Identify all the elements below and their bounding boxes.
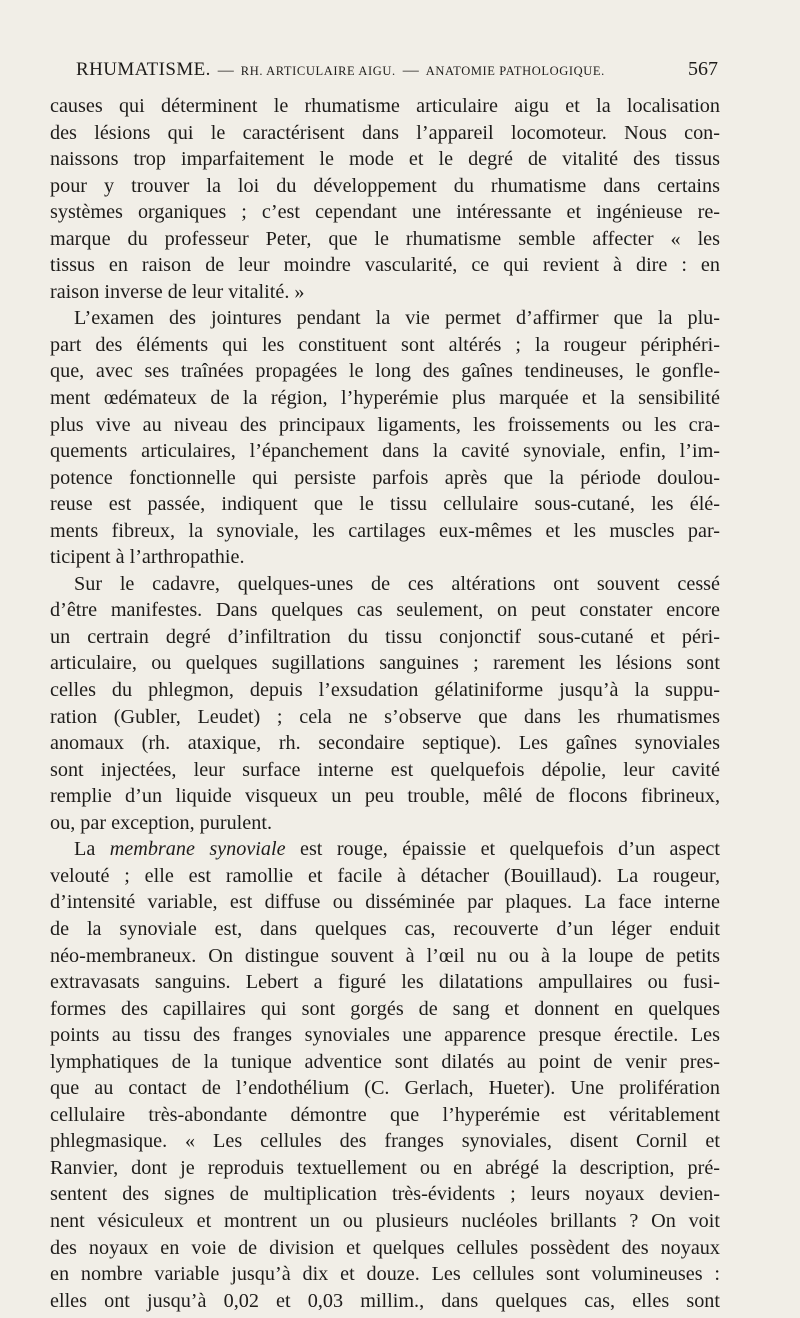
emphasis-term: membrane synoviale	[109, 838, 286, 861]
text-line: systèmes organiques ; c’est cependant une intéressante et ingénieuse re-	[50, 201, 720, 224]
text-line: d’intensité variable, est diffuse ou disséminée par plaques. La face interne	[50, 891, 720, 914]
text-line: points au tissu des franges synoviales une apparence presque érectile. Les	[50, 1024, 720, 1047]
paragraph	[50, 93, 720, 305]
lead-text-rest: est rouge, épaissie et quelquefois d’un aspect	[285, 838, 720, 861]
text-line: elles ont jusqu’à 0,02 et 0,03 millim., dans quelques cas, elles sont	[50, 1289, 720, 1312]
running-header-left	[76, 59, 605, 81]
text-line: L’examen des jointures pendant la vie permet d’affirmer que la plu-	[74, 307, 720, 330]
page-number: 567	[688, 58, 718, 80]
text-line: phlegmasique. « Les cellules des franges synoviales, disent Cornil et	[50, 1130, 720, 1153]
text-line: des lésions qui le caractérisent dans l’appareil locomoteur. Nous con-	[50, 121, 720, 144]
text-line: cellulaire très-abondante démontre que l’hyperémie est véritablement	[50, 1103, 720, 1126]
text-line: remplie d’un liquide visqueux un peu trouble, mêlé de flocons fibrineux,	[50, 785, 720, 808]
paragraph	[50, 571, 720, 836]
text-line: anomaux (rh. ataxique, rh. secondaire septique). Les gaînes synoviales	[50, 732, 720, 755]
text-line: en nombre variable jusqu’à dix et douze. Les cellules sont volumineuses :	[50, 1263, 720, 1286]
text-line: Sur le cadavre, quelques-unes de ces altérations ont souvent cessé	[74, 572, 720, 595]
text-line: reuse est passée, indiquent que le tissu cellulaire sous-cutané, les élé-	[50, 493, 720, 516]
header-dash: —	[217, 62, 234, 79]
header-dash: —	[402, 62, 419, 79]
text-line: de la synoviale est, dans quelques cas, recouverte d’un léger enduit	[50, 917, 720, 940]
text-line: tissus en raison de leur moindre vascularité, ce qui revient à dire : en	[50, 254, 720, 277]
text-line: d’être manifestes. Dans quelques cas seulement, on peut constater encore	[50, 599, 720, 622]
text-line: potence fonctionnelle qui persiste parfois après que la période doulou-	[50, 466, 720, 489]
text-line: extravasats sanguins. Lebert a figuré les dilatations ampullaires ou fusi-	[50, 971, 720, 994]
text-line: naissons trop imparfaitement le mode et le degré de vitalité des tissus	[50, 148, 720, 171]
text-line: que, avec ses traînées propagées le long des gaînes tendineuses, le gonfle-	[50, 360, 720, 383]
body-text	[50, 93, 720, 1314]
text-line: sont injectées, leur surface interne est quelquefois dépolie, leur cavité	[50, 758, 720, 781]
text-line: ment œdémateux de la région, l’hyperémie plus marquée et la sensibilité	[50, 387, 720, 410]
running-title: RHUMATISME.	[76, 59, 211, 80]
text-line: articulaire, ou quelques sugillations sanguines ; rarement les lésions sont	[50, 652, 720, 675]
text-line: part des éléments qui les constituent sont altérés ; la rougeur périphéri-	[50, 333, 720, 356]
text-line: quements articulaires, l’épanchement dans la cavité synoviale, enfin, l’im-	[50, 440, 720, 463]
running-subtitle: RH. ARTICULAIRE AIGU.	[240, 64, 396, 78]
text-line: des noyaux en voie de division et quelques cellules possèdent des noyaux	[50, 1236, 720, 1259]
text-line: velouté ; elle est ramollie et facile à détacher (Bouillaud). La rougeur,	[50, 864, 720, 887]
text-line: ments fibreux, la synoviale, les cartilages eux-mêmes et les muscles par-	[50, 519, 720, 542]
text-line: causes qui déterminent le rhumatisme articulaire aigu et la localisation	[50, 95, 720, 117]
paragraph	[50, 836, 720, 1314]
text-line: ticipent à l’arthropathie.	[50, 546, 245, 569]
text-line: ration (Gubler, Leudet) ; cela ne s’observe que dans les rhumatismes	[50, 705, 720, 728]
text-line: marque du professeur Peter, que le rhumatisme semble affecter « les	[50, 227, 720, 250]
lead-text: La	[74, 838, 110, 861]
paragraph	[50, 305, 720, 570]
text-line: néo-membraneux. On distingue souvent à l’œil nu ou à la loupe de petits	[50, 944, 720, 967]
text-line: que au contact de l’endothélium (C. Gerlach, Hueter). Une prolifération	[50, 1077, 720, 1100]
text-line: ou, par exception, purulent.	[50, 811, 272, 834]
text-line: plus vive au niveau des principaux ligaments, les froissements ou les cra-	[50, 413, 720, 436]
text-line: raison inverse de leur vitalité. »	[50, 280, 305, 303]
text-line: Ranvier, dont je reproduis textuellement ou en abrégé la description, pré-	[50, 1156, 720, 1179]
text-line: un certrain degré d’infiltration du tissu conjonctif sous-cutané et péri-	[50, 625, 720, 648]
text-line: nent vésiculeux et montrent un ou plusieurs nucléoles brillants ? On voit	[50, 1209, 720, 1232]
text-line: sentent des signes de multiplication très-évidents ; leurs noyaux devien-	[50, 1183, 720, 1206]
text-line: pour y trouver la loi du développement du rhumatisme dans certains	[50, 174, 720, 197]
running-header	[76, 58, 718, 84]
text-line-with-emphasis	[50, 836, 720, 863]
text-line: formes des capillaires qui sont gorgés de sang et donnent en quelques	[50, 997, 720, 1020]
text-line: lymphatiques de la tunique adventice sont dilatés au point de venir pres-	[50, 1050, 720, 1073]
text-line: celles du phlegmon, depuis l’exsudation gélatiniforme jusqu’à la suppu-	[50, 679, 720, 702]
running-section: ANATOMIE PATHOLOGIQUE.	[425, 64, 605, 78]
